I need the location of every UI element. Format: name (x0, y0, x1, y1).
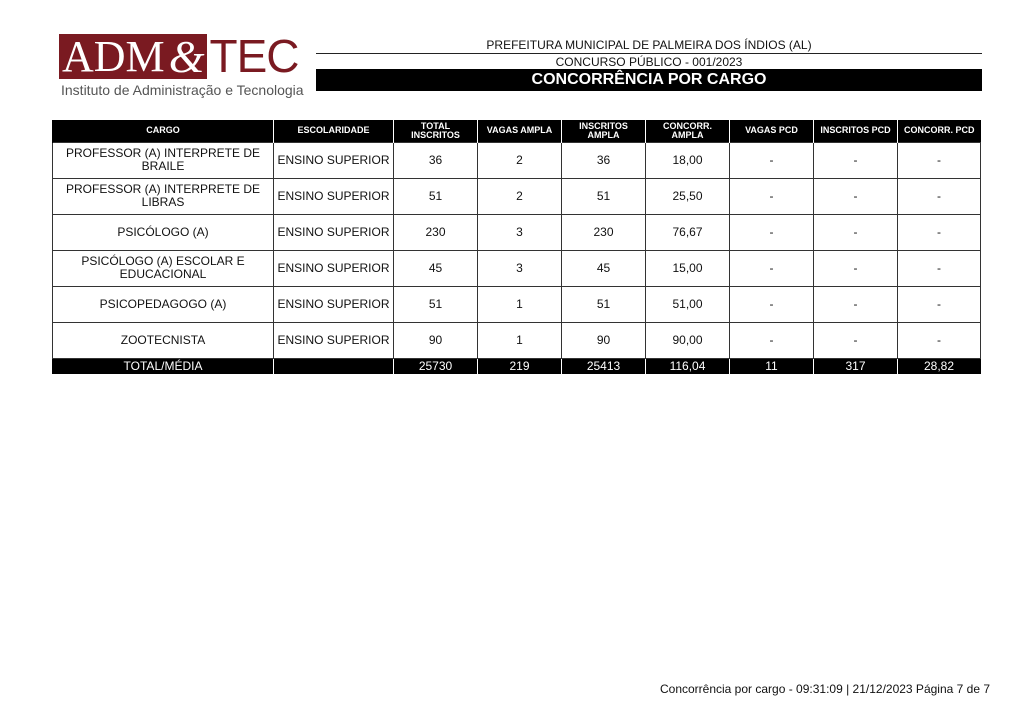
total-label: TOTAL/MÉDIA (53, 358, 274, 374)
cell-total-inscritos: 90 (394, 322, 478, 358)
column-header: CONCORR. PCD (898, 120, 981, 142)
cell-cargo: ZOOTECNISTA (53, 322, 274, 358)
cell-vagas-pcd: - (730, 250, 814, 286)
cell-total-inscritos: 51 (394, 178, 478, 214)
cell-cargo: PROFESSOR (A) INTERPRETE DE BRAILE (53, 142, 274, 178)
cell-concorr-ampla: 25,50 (646, 178, 730, 214)
header-divider (316, 53, 982, 54)
column-header: CONCORR. AMPLA (646, 120, 730, 142)
table-row (53, 142, 981, 178)
logo-wordmark (59, 30, 299, 82)
page-title: CONCORRÊNCIA POR CARGO (316, 69, 982, 91)
cell-vagas-pcd: - (730, 142, 814, 178)
column-header: TOTAL INSCRITOS (394, 120, 478, 142)
cell-vagas-ampla: 1 (478, 286, 562, 322)
concorrencia-table (52, 120, 981, 375)
table-header-row (53, 120, 981, 142)
cell-inscritos-pcd: - (814, 178, 898, 214)
cell-concorr-ampla: 51,00 (646, 286, 730, 322)
table-row (53, 286, 981, 322)
cell-escolaridade: ENSINO SUPERIOR (274, 250, 394, 286)
cell-vagas-pcd: - (730, 214, 814, 250)
cell-vagas-ampla: 2 (478, 142, 562, 178)
cell-cargo: PSICOPEDAGOGO (A) (53, 286, 274, 322)
logo-tec-text: TEC (209, 30, 299, 82)
column-header: VAGAS PCD (730, 120, 814, 142)
column-header: VAGAS AMPLA (478, 120, 562, 142)
table-row (53, 178, 981, 214)
total-concorr-pcd: 28,82 (898, 358, 981, 374)
column-header: CARGO (53, 120, 274, 142)
cell-total-inscritos: 51 (394, 286, 478, 322)
total-inscritos: 25730 (394, 358, 478, 374)
cell-inscritos-pcd: - (814, 322, 898, 358)
cell-vagas-ampla: 3 (478, 214, 562, 250)
table-row (53, 322, 981, 358)
cell-vagas-pcd: - (730, 178, 814, 214)
page-footer: Concorrência por cargo - 09:31:09 | 21/12/2023 Página 7 de 7 (659, 682, 990, 696)
cell-concorr-pcd: - (898, 142, 981, 178)
table-total-row (53, 358, 981, 374)
total-inscritos-ampla: 25413 (562, 358, 646, 374)
cell-inscritos-pcd: - (814, 250, 898, 286)
column-header: ESCOLARIDADE (274, 120, 394, 142)
header-municipality: PREFEITURA MUNICIPAL DE PALMEIRA DOS ÍNDIOS (AL) (486, 38, 812, 52)
cell-vagas-pcd: - (730, 286, 814, 322)
cell-vagas-pcd: - (730, 322, 814, 358)
cell-concorr-ampla: 15,00 (646, 250, 730, 286)
cell-inscritos-ampla: 45 (562, 250, 646, 286)
table-row (53, 250, 981, 286)
cell-cargo: PSICÓLOGO (A) ESCOLAR E EDUCACIONAL (53, 250, 274, 286)
cell-escolaridade: ENSINO SUPERIOR (274, 142, 394, 178)
cell-concorr-ampla: 90,00 (646, 322, 730, 358)
logo-ampersand: & (169, 34, 208, 79)
admtec-logo (59, 30, 309, 100)
total-vagas-pcd: 11 (730, 358, 814, 374)
cell-concorr-ampla: 76,67 (646, 214, 730, 250)
cell-cargo: PSICÓLOGO (A) (53, 214, 274, 250)
cell-total-inscritos: 36 (394, 142, 478, 178)
cell-concorr-pcd: - (898, 178, 981, 214)
total-inscritos-pcd: 317 (814, 358, 898, 374)
cell-escolaridade: ENSINO SUPERIOR (274, 214, 394, 250)
cell-inscritos-ampla: 36 (562, 142, 646, 178)
column-header: INSCRITOS AMPLA (562, 120, 646, 142)
cell-inscritos-ampla: 51 (562, 286, 646, 322)
cell-cargo: PROFESSOR (A) INTERPRETE DE LIBRAS (53, 178, 274, 214)
cell-vagas-ampla: 1 (478, 322, 562, 358)
cell-escolaridade: ENSINO SUPERIOR (274, 322, 394, 358)
cell-total-inscritos: 45 (394, 250, 478, 286)
cell-concorr-pcd: - (898, 250, 981, 286)
cell-inscritos-ampla: 230 (562, 214, 646, 250)
logo-subtitle: Instituto de Administração e Tecnologia (61, 82, 304, 98)
total-escolaridade (274, 358, 394, 374)
total-vagas-ampla: 219 (478, 358, 562, 374)
cell-vagas-ampla: 2 (478, 178, 562, 214)
cell-total-inscritos: 230 (394, 214, 478, 250)
cell-inscritos-pcd: - (814, 286, 898, 322)
logo-adm-text: ADM (59, 34, 169, 79)
cell-escolaridade: ENSINO SUPERIOR (274, 178, 394, 214)
table-row (53, 214, 981, 250)
total-concorr-ampla: 116,04 (646, 358, 730, 374)
cell-concorr-ampla: 18,00 (646, 142, 730, 178)
cell-escolaridade: ENSINO SUPERIOR (274, 286, 394, 322)
cell-inscritos-pcd: - (814, 214, 898, 250)
cell-concorr-pcd: - (898, 322, 981, 358)
cell-inscritos-pcd: - (814, 142, 898, 178)
cell-inscritos-ampla: 90 (562, 322, 646, 358)
cell-inscritos-ampla: 51 (562, 178, 646, 214)
cell-concorr-pcd: - (898, 214, 981, 250)
cell-concorr-pcd: - (898, 286, 981, 322)
column-header: INSCRITOS PCD (814, 120, 898, 142)
header-contest: CONCURSO PÚBLICO - 001/2023 (555, 55, 743, 69)
cell-vagas-ampla: 3 (478, 250, 562, 286)
